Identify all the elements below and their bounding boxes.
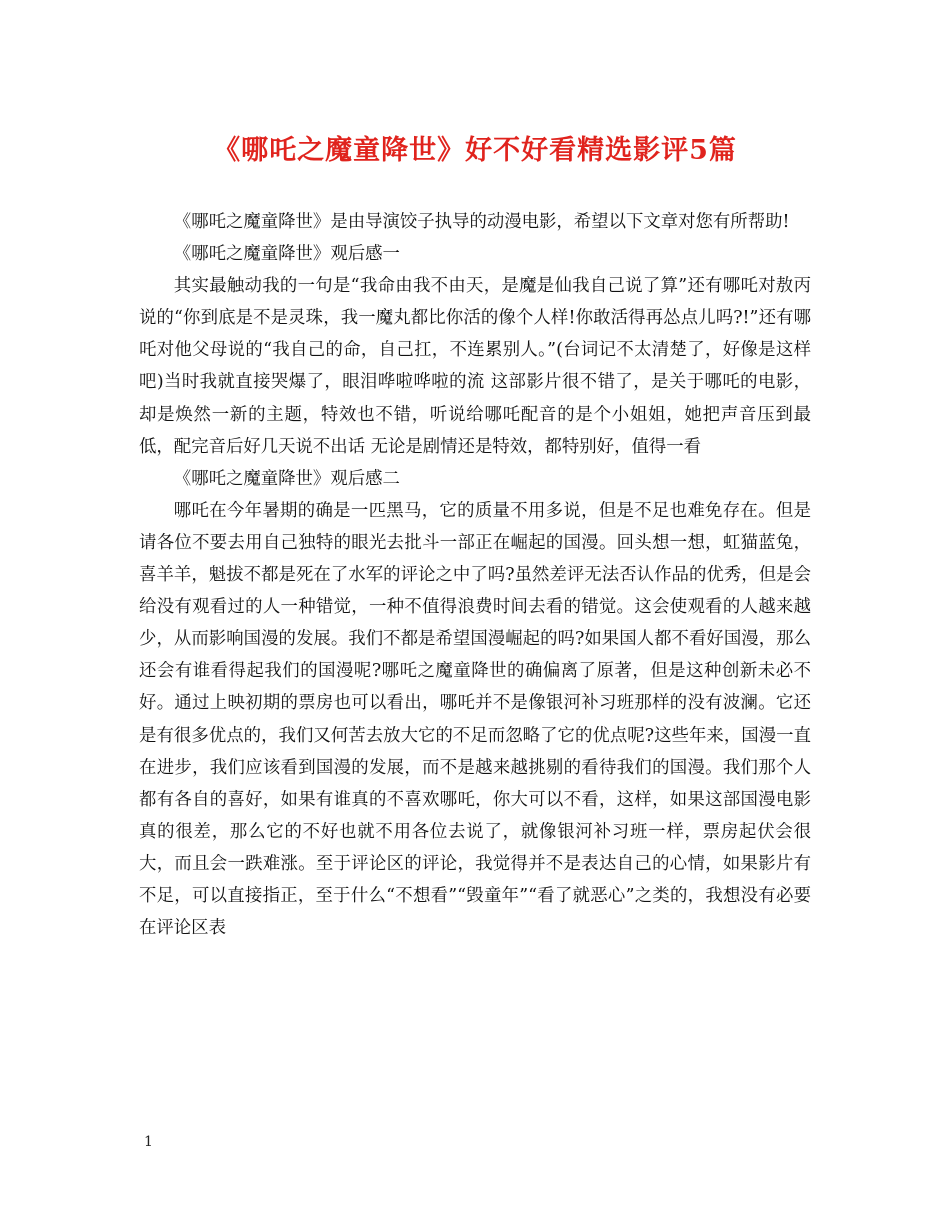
document-title: 《哪吒之魔童降世》好不好看精选影评5篇: [213, 135, 737, 166]
section-heading-two: 《哪吒之魔童降世》观后感二: [173, 468, 400, 489]
review-one-paragraph: 其实最触动我的一句是“我命由我不由天，是魔是仙我自己说了算”还有哪吒对敖丙说的“你到底是不是灵珠，我一魔丸都比你活的像个人样!你敢活得再怂点儿吗?!”还有哪吒对他父母说的“我自己的命，自己扛，不连累别人。”(台词记不太清楚了，好像是这样吧)当时我就直接哭爆了，眼泪哗啦哗啦的流 这部影片很不错了，是关于哪吒的电影，却是焕然一新的主题，特效也不错，听说给哪吒配音的是个小姐姐，她把声音压到最低，配完音后好几天说不出话 无论是剧情还是特效，都特别好，值得一看: [139, 276, 811, 457]
intro-paragraph: 《哪吒之魔童降世》是由导演饺子执导的动漫电影，希望以下文章对您有所帮助!: [173, 212, 790, 232]
page-number: 1: [144, 1134, 153, 1150]
review-two-paragraph: 哪吒在今年暑期的确是一匹黑马，它的质量不用多说，但是不足也难免存在。但是请各位不要去用自己独特的眼光去批斗一部正在崛起的国漫。回头想一想，虹猫蓝兔，喜羊羊，魁拔不都是死在了水军的评论之中了吗?虽然差评无法否认作品的优秀，但是会给没有观看过的人一种错觉，一种不值得浪费时间去看的错觉。这会使观看的人越来越少，从而影响国漫的发展。我们不都是希望国漫崛起的吗?如果国人都不看好国漫，那么还会有谁看得起我们的国漫呢?哪吒之魔童降世的确偏离了原著，但是这种创新未必不好。通过上映初期的票房也可以看出，哪吒并不是像银河补习班那样的没有波澜。它还是有很多优点的，我们又何苦去放大它的不足而忽略了它的优点呢?这些年来，国漫一直在进步，我们应该看到国漫的发展，而不是越来越挑剔的看待我们的国漫。我们那个人都有各自的喜好，如果有谁真的不喜欢哪吒，你大可以不看，这样，如果这部国漫电影真的很差，那么它的不好也就不用各位去说了，就像银河补习班一样，票房起伏会很大，而且会一跌难涨。至于评论区的评论，我觉得并不是表达自己的心情，如果影片有不足，可以直接指正，至于什么“不想看”“毁童年”“看了就恶心”之类的，我想没有必要在评论区表: [139, 500, 811, 939]
document-body: [139, 206, 811, 944]
section-heading-one: 《哪吒之魔童降世》观后感一: [173, 244, 400, 265]
